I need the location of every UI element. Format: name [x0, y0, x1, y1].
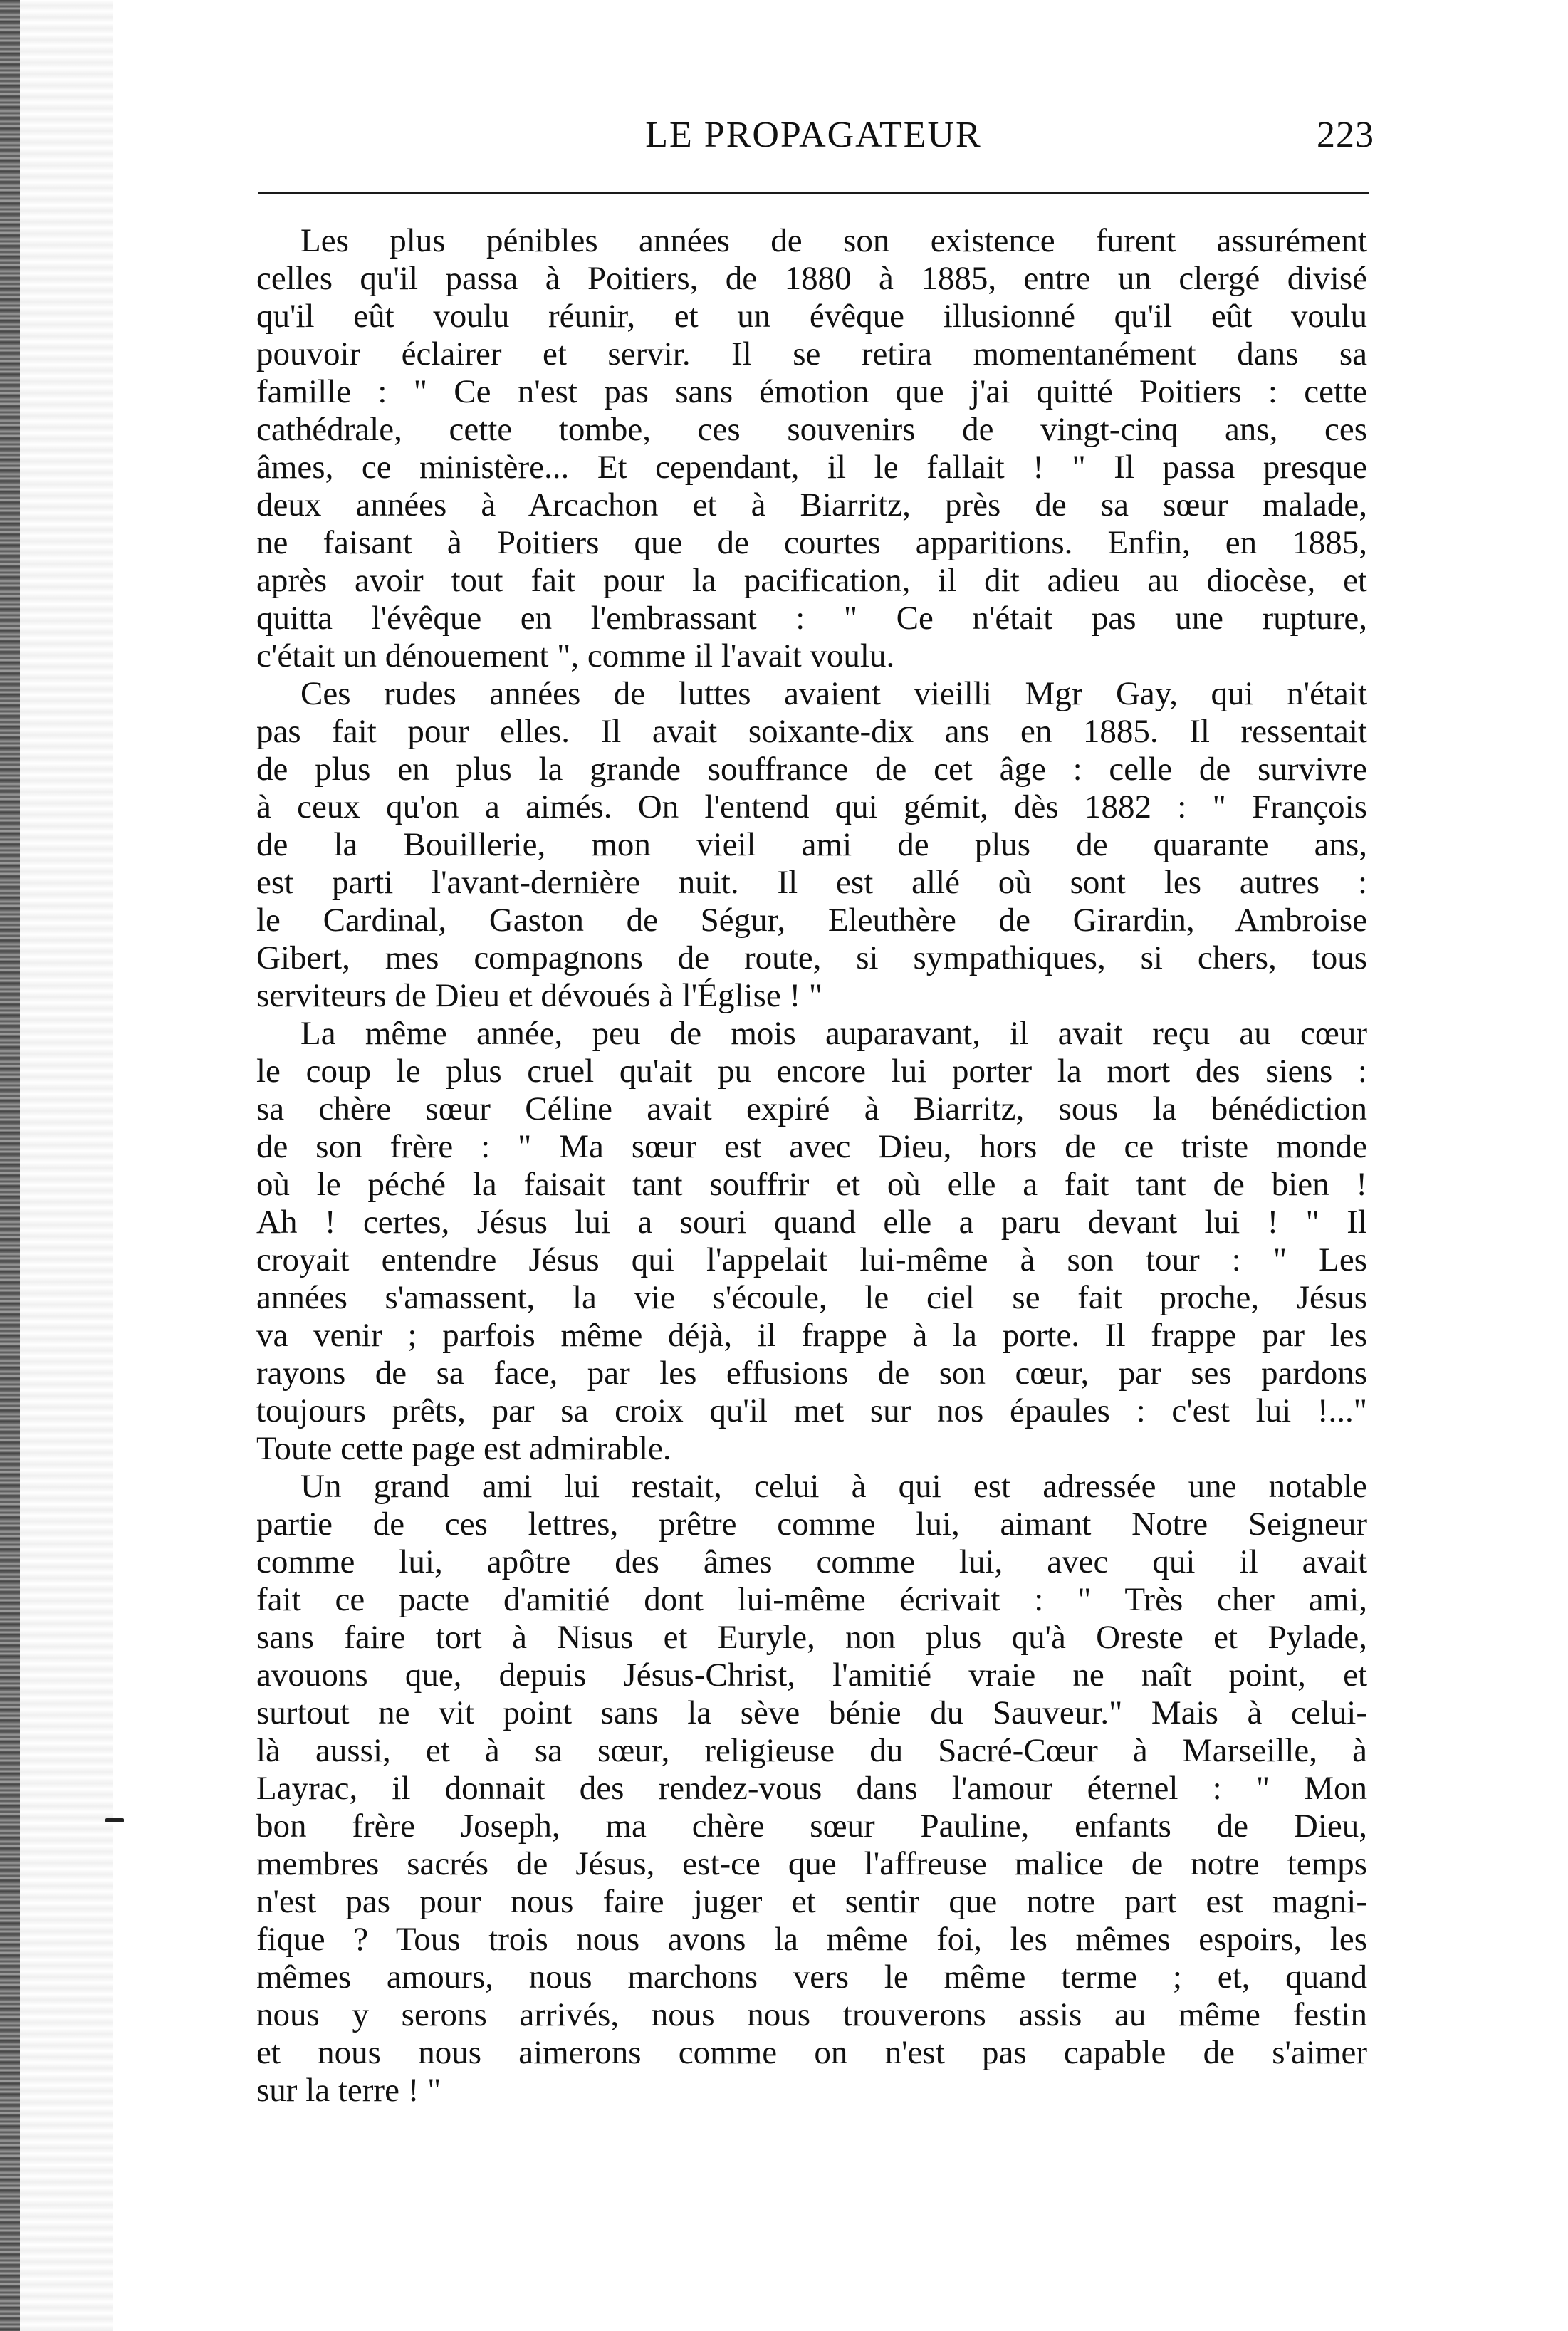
text-line: nous y serons arrivés, nous nous trouverons assis au même festin	[256, 1996, 1367, 2033]
text-line: sa chère sœur Céline avait expiré à Biarritz, sous la bénédiction	[256, 1090, 1367, 1127]
text-line: bon frère Joseph, ma chère sœur Pauline, enfants de Dieu,	[256, 1808, 1367, 1845]
text-line: le Cardinal, Gaston de Ségur, Eleuthère de Girardin, Ambroise	[256, 902, 1367, 939]
text-line: surtout ne vit point sans la sève bénie du Sauveur." Mais à celui-	[256, 1694, 1367, 1731]
text-line: après avoir tout fait pour la pacification, il dit adieu au diocèse, et	[256, 562, 1367, 599]
text-line: pas fait pour elles. Il avait soixante-dix ans en 1885. Il ressentait	[256, 713, 1367, 750]
text-line: le coup le plus cruel qu'ait pu encore lui porter la mort des siens :	[256, 1053, 1367, 1090]
text-line: âmes, ce ministère... Et cependant, il le fallait ! " Il passa presque	[256, 449, 1367, 486]
text-line: n'est pas pour nous faire juger et sentir que notre part est magni-	[256, 1883, 1367, 1920]
text-line: années s'amassent, la vie s'écoule, le ciel se fait proche, Jésus	[256, 1279, 1367, 1316]
text-line: La même année, peu de mois auparavant, il avait reçu au cœur	[300, 1015, 1367, 1052]
text-line: à ceux qu'on a aimés. On l'entend qui gémit, dès 1882 : " François	[256, 788, 1367, 825]
text-line: et nous nous aimerons comme on n'est pas capable de s'aimer	[256, 2034, 1367, 2071]
text-line: quitta l'évêque en l'embrassant : " Ce n'était pas une rupture,	[256, 600, 1367, 637]
text-line: fique ? Tous trois nous avons la même foi, les mêmes espoirs, les	[256, 1921, 1367, 1958]
text-line: avouons que, depuis Jésus-Christ, l'amitié vraie ne naît point, et	[256, 1657, 1367, 1694]
text-line: Gibert, mes compagnons de route, si sympathiques, si chers, tous	[256, 939, 1367, 976]
text-line: serviteurs de Dieu et dévoués à l'Église ! "	[256, 977, 823, 1014]
text-line: sans faire tort à Nisus et Euryle, non plus qu'à Oreste et Pylade,	[256, 1619, 1367, 1656]
text-line: va venir ; parfois même déjà, il frappe à la porte. Il frappe par les	[256, 1317, 1367, 1354]
text-line: sur la terre ! "	[256, 2072, 441, 2109]
text-line: là aussi, et à sa sœur, religieuse du Sacré-Cœur à Marseille, à	[256, 1732, 1367, 1769]
text-line: c'était un dénouement ", comme il l'avait voulu.	[256, 637, 895, 674]
text-line: toujours prêts, par sa croix qu'il met sur nos épaules : c'est lui !..."	[256, 1392, 1367, 1429]
text-line: Layrac, il donnait des rendez-vous dans l'amour éternel : " Mon	[256, 1770, 1367, 1807]
paragraph-2	[256, 675, 1367, 1015]
text-line: Un grand ami lui restait, celui à qui est adressée une notable	[300, 1468, 1367, 1505]
text-line: de son frère : " Ma sœur est avec Dieu, hors de ce triste monde	[256, 1128, 1367, 1165]
header-rule	[258, 192, 1369, 194]
text-line: deux années à Arcachon et à Biarritz, près de sa sœur malade,	[256, 486, 1367, 523]
text-line: membres sacrés de Jésus, est-ce que l'affreuse malice de notre temps	[256, 1845, 1367, 1882]
binding-edge	[0, 0, 20, 2331]
text-line: rayons de sa face, par les effusions de son cœur, par ses pardons	[256, 1355, 1367, 1392]
text-line: celles qu'il passa à Poitiers, de 1880 à 1885, entre un clergé divisé	[256, 260, 1367, 297]
text-line: famille : " Ce n'est pas sans émotion que j'ai quitté Poitiers : cette	[256, 373, 1367, 410]
text-line: cathédrale, cette tombe, ces souvenirs de vingt-cinq ans, ces	[256, 411, 1367, 448]
body-text	[256, 222, 1367, 2110]
text-line: Les plus pénibles années de son existence furent assurément	[300, 222, 1367, 259]
running-title: LE PROPAGATEUR	[645, 115, 982, 155]
paragraph-3	[256, 1015, 1367, 1468]
text-line: de plus en plus la grande souffrance de cet âge : celle de survivre	[256, 751, 1367, 788]
text-line: Toute cette page est admirable.	[256, 1430, 671, 1467]
text-line: mêmes amours, nous marchons vers le même terme ; et, quand	[256, 1959, 1367, 1996]
text-line: où le péché la faisait tant souffrir et où elle a fait tant de bien !	[256, 1166, 1367, 1203]
text-line: Ah ! certes, Jésus lui a souri quand elle a paru devant lui ! " Il	[256, 1204, 1367, 1241]
text-line: est parti l'avant-dernière nuit. Il est allé où sont les autres :	[256, 864, 1367, 901]
paragraph-4	[256, 1468, 1367, 2110]
text-line: qu'il eût voulu réunir, et un évêque illusionné qu'il eût voulu	[256, 298, 1367, 335]
text-line: comme lui, apôtre des âmes comme lui, avec qui il avait	[256, 1543, 1367, 1580]
text-line: Ces rudes années de luttes avaient vieilli Mgr Gay, qui n'était	[300, 675, 1367, 712]
text-line: partie de ces lettres, prêtre comme lui, aimant Notre Seigneur	[256, 1506, 1367, 1543]
page-number: 223	[1317, 115, 1374, 155]
running-head	[253, 114, 1374, 164]
text-line: fait ce pacte d'amitié dont lui-même écrivait : " Très cher ami,	[256, 1581, 1367, 1618]
text-line: de la Bouillerie, mon vieil ami de plus de quarante ans,	[256, 826, 1367, 863]
binding-shadow	[20, 0, 113, 2331]
text-line: croyait entendre Jésus qui l'appelait lui-même à son tour : " Les	[256, 1241, 1367, 1278]
paragraph-1	[256, 222, 1367, 675]
margin-mark	[105, 1818, 124, 1822]
text-line: ne faisant à Poitiers que de courtes apparitions. Enfin, en 1885,	[256, 524, 1367, 561]
text-line: pouvoir éclairer et servir. Il se retira momentanément dans sa	[256, 335, 1367, 372]
